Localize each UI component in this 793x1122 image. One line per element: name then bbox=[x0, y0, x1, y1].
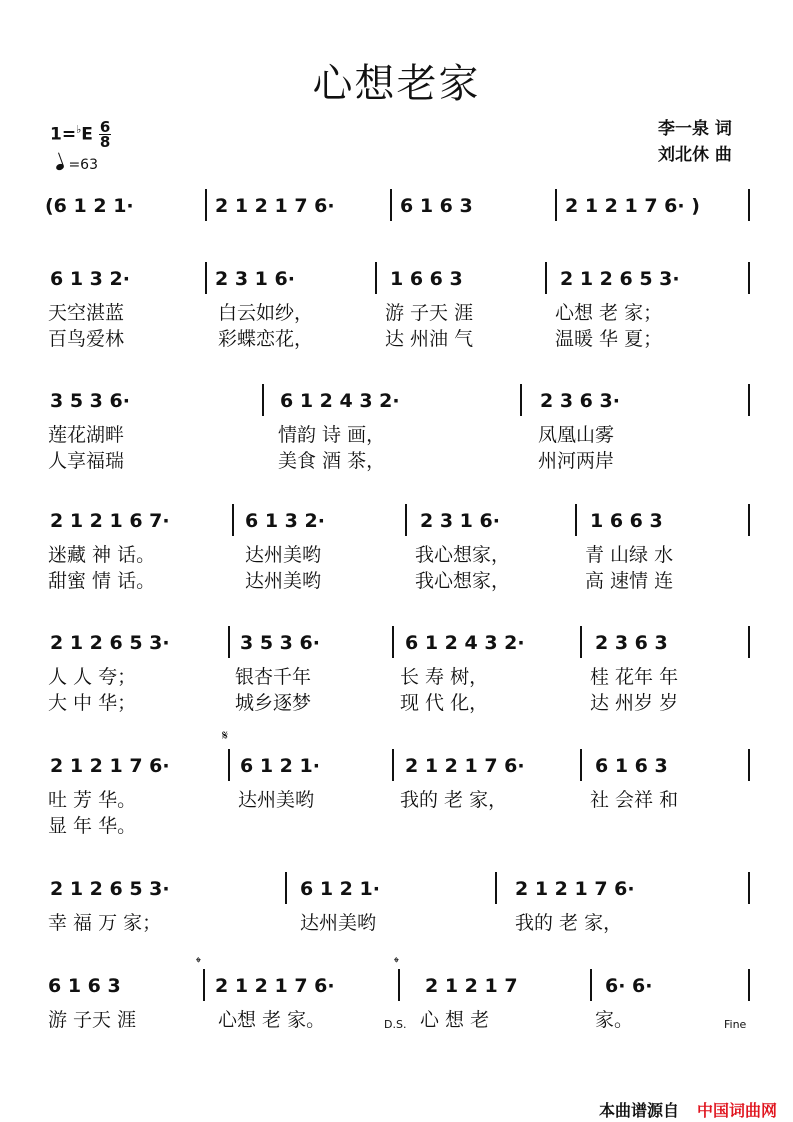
fine-mark: Fine bbox=[724, 1018, 747, 1031]
notation-row bbox=[0, 195, 793, 225]
measure: 2 3 6 3 bbox=[595, 632, 668, 654]
bar-line bbox=[748, 384, 750, 416]
lyric-segment: 人享福瑞 bbox=[48, 450, 125, 472]
bar-line bbox=[748, 189, 750, 221]
lyric-segment: 银杏千年 bbox=[235, 666, 312, 688]
measure: 2 3 1 6· bbox=[420, 510, 500, 532]
lyric-segment: 州河两岸 bbox=[538, 450, 615, 472]
segno-mark: 𝄋 bbox=[222, 728, 229, 744]
measure: 6 1 2 4 3 2· bbox=[280, 390, 400, 412]
song-title: 心想老家 bbox=[312, 61, 481, 107]
key-prefix: 1= bbox=[50, 124, 77, 145]
measure: 6 1 3 2· bbox=[245, 510, 325, 532]
notation-row bbox=[0, 632, 793, 662]
bar-line bbox=[228, 749, 230, 781]
bar-line bbox=[228, 626, 230, 658]
lyric-line bbox=[0, 908, 793, 934]
notation-row bbox=[0, 878, 793, 908]
lyric-segment: 现 代 化， bbox=[400, 692, 489, 714]
bar-line bbox=[205, 262, 207, 294]
measure: 6 1 2 4 3 2· bbox=[405, 632, 525, 654]
lyric-segment: 家。 bbox=[595, 1009, 634, 1031]
lyric-segment: 甜蜜 情 话。 bbox=[48, 570, 156, 592]
lyric-segment: 游 子天 涯 bbox=[48, 1009, 137, 1031]
bar-line bbox=[580, 626, 582, 658]
lyric-segment: 青 山绿 水 bbox=[585, 544, 674, 566]
lyric-segment: 达 州油 气 bbox=[385, 328, 474, 350]
bar-line bbox=[203, 969, 205, 1001]
coda-mark: 𝄌 bbox=[394, 955, 399, 971]
bar-line bbox=[390, 189, 392, 221]
lyric-segment: 凤凰山雾 bbox=[538, 424, 615, 446]
lyric-line bbox=[0, 785, 793, 811]
measure: 2 1 2 1 7 bbox=[425, 975, 518, 997]
notation-row bbox=[0, 390, 793, 420]
lyric-line bbox=[0, 324, 793, 350]
tempo-mark: =63 bbox=[56, 157, 98, 173]
lyric-segment: 社 会祥 和 bbox=[590, 789, 679, 811]
lyric-segment: 彩蝶恋花， bbox=[218, 328, 314, 350]
bar-line bbox=[575, 504, 577, 536]
measure: 2 3 1 6· bbox=[215, 268, 295, 290]
key-signature bbox=[50, 120, 111, 149]
measure: 2 1 2 1 7 6· bbox=[215, 975, 335, 997]
lyric-segment: 白云如纱， bbox=[218, 302, 314, 324]
bar-line bbox=[405, 504, 407, 536]
bar-line bbox=[392, 626, 394, 658]
bar-line bbox=[392, 749, 394, 781]
lyric-segment: 城乡逐梦 bbox=[235, 692, 312, 714]
measure: 2 1 2 1 7 6· bbox=[50, 755, 170, 777]
measure: 3 5 3 6· bbox=[50, 390, 130, 412]
bar-line bbox=[285, 872, 287, 904]
lyric-line bbox=[0, 662, 793, 688]
lyric-segment: 莲花湖畔 bbox=[48, 424, 125, 446]
lyric-segment: 心 想 老 bbox=[420, 1009, 490, 1031]
measure: 1 6 6 3 bbox=[590, 510, 663, 532]
lyric-segment: 温暖 华 夏； bbox=[555, 328, 663, 350]
measure: 6 1 6 3 bbox=[400, 195, 473, 217]
lyric-segment: 长 寿 树， bbox=[400, 666, 489, 688]
notation-row bbox=[0, 268, 793, 298]
bar-line bbox=[748, 504, 750, 536]
lyric-segment: 吐 芳 华。 bbox=[48, 789, 137, 811]
flat-sign: ♭ bbox=[76, 122, 82, 136]
lyric-segment: 幸 福 万 家； bbox=[48, 912, 162, 934]
bar-line bbox=[205, 189, 207, 221]
lyric-segment: 心想 老 家； bbox=[555, 302, 663, 324]
bar-line bbox=[495, 872, 497, 904]
lyric-segment: 达州美哟 bbox=[245, 570, 322, 592]
credits bbox=[658, 116, 732, 168]
lyric-segment: 显 年 华。 bbox=[48, 815, 137, 837]
lyric-line bbox=[0, 688, 793, 714]
measure: 2 1 2 6 5 3· bbox=[560, 268, 680, 290]
measure: 6 1 6 3 bbox=[595, 755, 668, 777]
lyric-segment: 达州美哟 bbox=[245, 544, 322, 566]
lyric-segment: 我的 老 家， bbox=[400, 789, 508, 811]
lyric-line bbox=[0, 298, 793, 324]
bar-line bbox=[545, 262, 547, 294]
lyric-segment: 达 州岁 岁 bbox=[590, 692, 679, 714]
bar-line bbox=[398, 969, 400, 1001]
lyric-segment: 我的 老 家， bbox=[515, 912, 623, 934]
measure: 6 1 3 2· bbox=[50, 268, 130, 290]
bar-line bbox=[520, 384, 522, 416]
lyric-line bbox=[0, 566, 793, 592]
measure: 6· 6· bbox=[605, 975, 653, 997]
bar-line bbox=[748, 262, 750, 294]
bar-line bbox=[555, 189, 557, 221]
measure: 2 1 2 1 6 7· bbox=[50, 510, 170, 532]
bar-line bbox=[748, 749, 750, 781]
measure: 2 1 2 6 5 3· bbox=[50, 632, 170, 654]
bar-line bbox=[748, 872, 750, 904]
notation-row bbox=[0, 510, 793, 540]
bar-line bbox=[748, 626, 750, 658]
composer: 刘北休 曲 bbox=[658, 145, 732, 165]
time-signature: $\frac{6}{8}$ bbox=[99, 118, 111, 151]
measure: 6 1 2 1· bbox=[300, 878, 380, 900]
lyric-line bbox=[0, 811, 793, 837]
lyric-segment: 情韵 诗 画， bbox=[278, 424, 386, 446]
lyric-segment: 迷藏 神 话。 bbox=[48, 544, 156, 566]
quarter-note-icon bbox=[55, 163, 65, 171]
lyric-segment: 心想 老 家。 bbox=[218, 1009, 326, 1031]
measure: 2 1 2 6 5 3· bbox=[50, 878, 170, 900]
measure: 3 5 3 6· bbox=[240, 632, 320, 654]
lyric-segment: 桂 花年 年 bbox=[590, 666, 679, 688]
measure: 2 1 2 1 7 6· bbox=[405, 755, 525, 777]
lyric-segment: 大 中 华； bbox=[48, 692, 137, 714]
bar-line bbox=[580, 749, 582, 781]
lyric-line bbox=[0, 540, 793, 566]
bar-line bbox=[232, 504, 234, 536]
lyric-segment: 百鸟爱林 bbox=[48, 328, 125, 350]
lyric-segment: 我心想家， bbox=[415, 544, 511, 566]
measure: 2 1 2 1 7 6· bbox=[515, 878, 635, 900]
measure: 6 1 6 3 bbox=[48, 975, 121, 997]
lyric-segment: 达州美哟 bbox=[238, 789, 315, 811]
lyricist: 李一泉 词 bbox=[658, 119, 732, 139]
notation-row bbox=[0, 975, 793, 1005]
measure: 6 1 2 1· bbox=[240, 755, 320, 777]
measure: (6 1 2 1· bbox=[45, 195, 134, 217]
bar-line bbox=[590, 969, 592, 1001]
bar-line bbox=[748, 969, 750, 1001]
lyric-segment: 我心想家， bbox=[415, 570, 511, 592]
coda-mark: 𝄌 bbox=[196, 955, 201, 971]
lyric-segment: 达州美哟 bbox=[300, 912, 377, 934]
notation-row bbox=[0, 755, 793, 785]
lyric-segment: 高 速情 连 bbox=[585, 570, 674, 592]
ds-mark: D.S. bbox=[384, 1018, 407, 1031]
measure: 2 1 2 1 7 6· bbox=[215, 195, 335, 217]
measure: 1 6 6 3 bbox=[390, 268, 463, 290]
bar-line bbox=[375, 262, 377, 294]
measure: 2 1 2 1 7 6· ) bbox=[565, 195, 700, 217]
footer bbox=[599, 1098, 777, 1121]
brand-name: 中国词曲网 bbox=[696, 1101, 777, 1120]
lyric-segment: 游 子天 涯 bbox=[385, 302, 474, 324]
bar-line bbox=[262, 384, 264, 416]
lyric-line bbox=[0, 420, 793, 446]
lyric-segment: 天空湛蓝 bbox=[48, 302, 125, 324]
lyric-segment: 人 人 夸； bbox=[48, 666, 137, 688]
key-note: E bbox=[81, 124, 93, 145]
source-label: 本曲谱源自 bbox=[598, 1101, 679, 1120]
measure: 2 3 6 3· bbox=[540, 390, 620, 412]
lyric-line bbox=[0, 446, 793, 472]
lyric-segment: 美食 酒 茶， bbox=[278, 450, 386, 472]
